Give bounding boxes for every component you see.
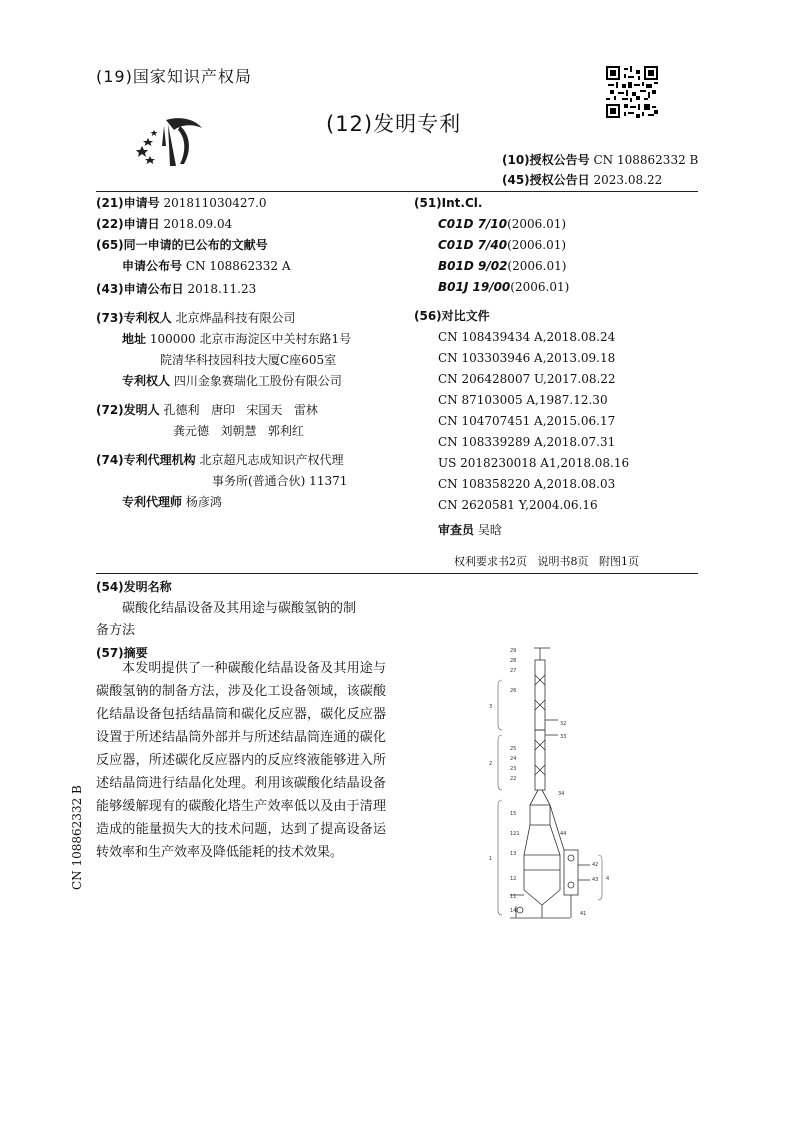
figure-label: 43 (592, 877, 599, 883)
reference-item: CN 206428007 U,2017.08.22 (438, 372, 616, 386)
publication-info (502, 150, 698, 190)
figure-label: 32 (560, 721, 567, 727)
examiner-label: 审查员 (438, 523, 475, 537)
patentee2: 四川金象赛瑞化工股份有限公司 (173, 374, 342, 388)
bibliographic-left (96, 193, 351, 513)
agent-label: 专利代理师 (122, 495, 183, 509)
figure-label: 33 (560, 734, 567, 740)
intcl-code: B01D 9/02 (438, 259, 508, 273)
figure-label: 4 (606, 876, 610, 882)
figure-label: 28 (510, 658, 517, 664)
figure-label: 2 (489, 761, 493, 767)
inventors-label: (72)发明人 (96, 403, 160, 417)
figure-label: 14 (510, 908, 517, 914)
agency-label: (74)专利代理机构 (96, 453, 196, 467)
invention-title-cont: 备方法 (96, 623, 136, 638)
reference-item: CN 103303946 A,2013.09.18 (438, 351, 616, 365)
reference-item: CN 108358220 A,2018.08.03 (438, 477, 616, 491)
figure-label: 13 (510, 851, 517, 857)
inventors-line1: 孔德利 唐印 宋国天 雷林 (163, 403, 318, 417)
app-no-label: (21)申请号 (96, 196, 160, 210)
figure-label: 41 (580, 911, 587, 917)
agent: 杨彦鸿 (185, 495, 222, 509)
agency-line2: 事务所(普通合伙) 11371 (212, 474, 348, 488)
figure-label: 15 (510, 811, 517, 817)
intcl-code: C01D 7/40 (438, 238, 508, 252)
invention-title-block (96, 576, 396, 664)
document-type: (12)发明专利 (326, 112, 462, 136)
figure-label: 44 (560, 831, 567, 837)
address-line2: 院清华科技园科技大厦C座605室 (160, 353, 337, 367)
abstract-text: 本发明提供了一种碳酸化结晶设备及其用途与碳酸氢钠的制备方法，涉及化工设备领域，该碳酸化结晶设备包括结晶筒和碳化反应器，碳化反应器设置于所述结晶筒外部并与所述结晶筒连通的碳化反应器，所述碳化反应器内的反应终液能够进入所述结晶筒进行结晶化处理。利用该碳酸化结晶设备能够缓解现有的碳酸化塔生产效率低以及由于清理造成的能量损失大的技术问题，达到了提高设备运转效率和生产效率及降低能耗的技术效果。 (96, 661, 386, 860)
figure-label: 42 (592, 862, 599, 868)
reference-item: CN 108339289 A,2018.07.31 (438, 435, 616, 449)
bibliographic-right (414, 193, 629, 541)
reference-item: CN 104707451 A,2015.06.17 (438, 414, 616, 428)
figure-label: 23 (510, 766, 517, 772)
inventors-line2: 龚元德 刘朝慧 郭利红 (173, 424, 304, 438)
divider (96, 573, 698, 574)
figure-label: 22 (510, 776, 517, 782)
intcl-version: (2006.01) (507, 259, 567, 273)
app-date-label: (22)申请日 (96, 217, 160, 231)
grant-no: CN 108862332 B (593, 153, 699, 167)
pub-date-label: (43)申请公布日 (96, 282, 184, 296)
pub-no: CN 108862332 A (185, 259, 291, 273)
cnipa-logo-icon (128, 112, 208, 172)
reference-item: US 2018230018 A1,2018.08.16 (438, 456, 630, 470)
intcl-label: (51)Int.Cl. (414, 196, 483, 210)
title-label: (54)发明名称 (96, 580, 172, 594)
grant-no-label: (10)授权公告号 (502, 153, 590, 167)
figure-label: 25 (510, 746, 517, 752)
intcl-code: B01J 19/00 (438, 280, 511, 294)
figure-label: 27 (510, 668, 517, 674)
app-no: 201811030427.0 (163, 196, 267, 210)
figure-label: 34 (558, 791, 565, 797)
refs-label: (56)对比文件 (414, 309, 490, 323)
address-label: 地址 (122, 332, 147, 346)
agency-line1: 北京超凡志成知识产权代理 (199, 453, 344, 467)
intcl-version: (2006.01) (510, 280, 570, 294)
abstract-label: (57)摘要 (96, 646, 148, 660)
office-name: (19)国家知识产权局 (96, 67, 252, 86)
app-date: 2018.09.04 (163, 217, 233, 231)
pub-date: 2018.11.23 (187, 282, 257, 296)
address-line1: 100000 北京市海淀区中关村东路1号 (149, 332, 352, 346)
reference-item: CN 108439434 A,2018.08.24 (438, 330, 616, 344)
intcl-code: C01D 7/10 (438, 217, 508, 231)
grant-date-label: (45)授权公告日 (502, 173, 590, 187)
patentee-label: (73)专利权人 (96, 311, 172, 325)
figure-label: 11 (510, 894, 517, 900)
invention-title: 碳酸化结晶设备及其用途与碳酸氢钠的制 (122, 601, 357, 616)
figure-label: 29 (510, 648, 517, 654)
reference-item: CN 87103005 A,1987.12.30 (438, 393, 608, 407)
side-doc-number: CN 108862332 B (70, 785, 84, 890)
examiner: 吴晗 (477, 523, 502, 537)
figure-label: 121 (510, 831, 520, 837)
equipment-drawing (480, 640, 640, 930)
qr-code-icon (606, 66, 658, 118)
intcl-version: (2006.01) (507, 217, 567, 231)
page-counts: 权利要求书2页 说明书8页 附图1页 (454, 555, 639, 568)
reference-item: CN 2620581 Y,2004.06.16 (438, 498, 598, 512)
figure-label: 26 (510, 688, 517, 694)
pub-no-label: 申请公布号 (122, 259, 183, 273)
figure-label: 3 (489, 704, 493, 710)
patentee2-label: 专利权人 (122, 374, 171, 388)
intcl-version: (2006.01) (507, 238, 567, 252)
divider (96, 191, 698, 192)
patentee: 北京烨晶科技有限公司 (175, 311, 296, 325)
figure-label: 24 (510, 756, 517, 762)
prior-pub-label: (65)同一申请的已公布的文献号 (96, 238, 268, 252)
figure-label: 12 (510, 876, 517, 882)
grant-date: 2023.08.22 (593, 173, 663, 187)
figure-label: 1 (489, 856, 493, 862)
